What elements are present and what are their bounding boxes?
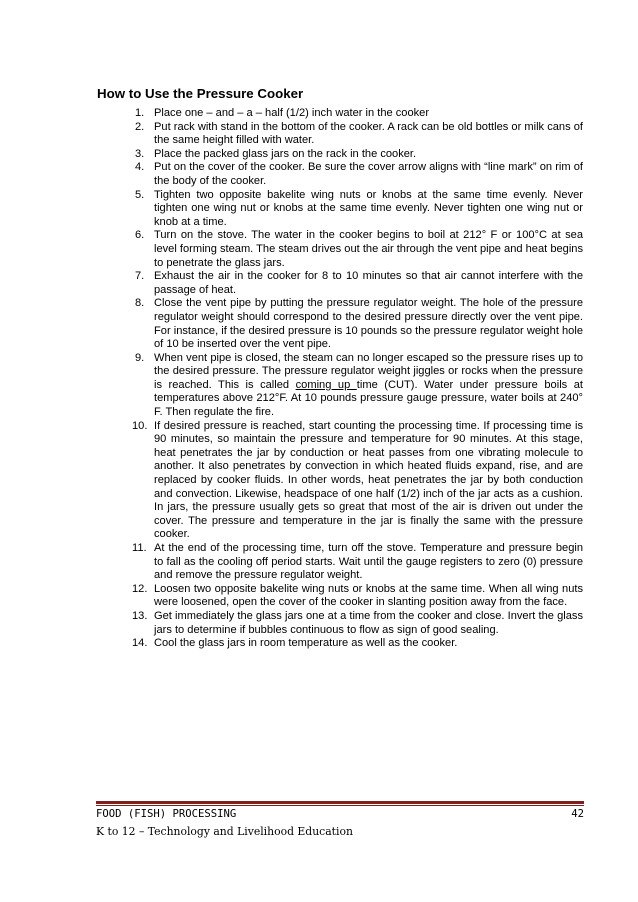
step-text: Place the packed glass jars on the rack in the cooker.: [154, 147, 417, 160]
step-number: 13.: [132, 609, 148, 622]
step-text: At the end of the processing time, turn off the stove. Temperature and pressure begin to fall as the cooling off period starts. Wait until the gauge registers to zero (0) pressure and remove the pressure regulator weight.: [154, 542, 583, 582]
step-number: 8.: [135, 297, 145, 310]
step-number: 12.: [132, 582, 148, 595]
step-number: 7.: [135, 270, 145, 283]
list-item: [110, 542, 583, 583]
step-number: 10.: [132, 419, 148, 432]
step-text: Loosen two opposite bakelite wing nuts or knobs at the same time. When all wing nuts were loosened, open the cover of the cooker in slanting position away from the face.: [154, 582, 583, 609]
list-item: [110, 270, 583, 297]
step-number: 2.: [135, 120, 145, 133]
list-item: [110, 297, 583, 351]
step-text: Close the vent pipe by putting the pressure regulator weight. The hole of the pressure regulator weight should correspond to the desired pressure directly over the vent pipe. For instance, if the desired pressure is 10 pounds so the pressure regulator weight hole of 10 be inserted over the vent pipe.: [154, 297, 583, 351]
list-item: [110, 420, 583, 542]
step-text: Put rack with stand in the bottom of the cooker. A rack can be old bottles or milk cans of the same height filled with water.: [154, 120, 583, 147]
steps-list: [110, 107, 583, 651]
step-text: Turn on the stove. The water in the cooker begins to boil at 212° F or 100°C at sea level forming steam. The steam drives out the air through the vent pipe and heat begins to penetrate the glass jars.: [154, 229, 584, 269]
step-number: 6.: [135, 229, 145, 242]
step-number: 11.: [132, 542, 147, 554]
list-item: [110, 610, 583, 637]
step-number: 3.: [135, 147, 145, 160]
list-item: [110, 107, 583, 121]
list-item: [110, 189, 583, 230]
footer-divider-thin: [96, 805, 584, 806]
step-text-part-b: time (CUT). Water under pressure boils at temperatures above 212°F. At 10 pounds pressure gauge pressure, water boils at 240° F. Then regulate the fire.: [154, 378, 583, 419]
footer-line: [96, 808, 584, 820]
list-item: [110, 583, 583, 610]
step-number: 9.: [135, 351, 145, 364]
section-heading: How to Use the Pressure Cooker: [97, 86, 304, 101]
step-text: Cool the glass jars in room temperature as well as the cooker.: [154, 637, 458, 650]
step-number: 14.: [132, 637, 148, 650]
step-text: Exhaust the air in the cooker for 8 to 10 minutes so that air cannot interfere with the passage of heat.: [154, 270, 583, 296]
list-item: [110, 121, 583, 148]
footer-subtitle: K to 12 – Technology and Livelihood Education: [96, 825, 353, 838]
list-item: [110, 161, 583, 188]
step-text-underlined: coming up: [295, 378, 357, 391]
list-item: [110, 352, 583, 420]
list-item: [110, 637, 583, 651]
list-item: [110, 148, 583, 162]
step-number: 4.: [135, 161, 145, 174]
step-text: Place one – and – a – half (1/2) inch water in the cooker: [154, 107, 430, 119]
step-number: 1.: [135, 107, 145, 119]
footer-divider: [96, 801, 584, 804]
step-text: Tighten two opposite bakelite wing nuts or knobs at the same time evenly. Never tighten one wing nut or knobs at the same time evenly. Never tighten one wing nut or knob at a time.: [154, 188, 583, 228]
list-item: [110, 229, 583, 270]
step-text-part-a: When vent pipe is closed, the steam can no longer escaped so the pressure rises up to the desired pressure. The pressure regulator weight jiggles or rocks when the pressure is reached. This is called: [154, 351, 583, 391]
step-text: Put on the cover of the cooker. Be sure the cover arrow aligns with “line mark” on rim of the body of the cooker.: [154, 161, 583, 187]
footer-title: FOOD (FISH) PROCESSING: [96, 808, 237, 820]
page-number: 42: [571, 808, 584, 820]
step-text: If desired pressure is reached, start counting the processing time. If processing time is 90 minutes, so maintain the pressure and temperature for 90 minutes. At this stage, heat penetrates the jar by conduction or heat passes from one vibrating molecule to another. It also penetrates by convection in which heated fluids expand, rise, and are replaced by cooker fluids. In other words, heat penetrates the jar by both conduction and convection. Likewise, headspace of one half (1/2) inch of the jar acts as a cushion. In jars, the pressure usually gets so great that most of the air is driven out under the cover. The pressure and temperature in the jar is finally the same with the pressure cooker.: [154, 419, 583, 541]
step-number: 5.: [135, 188, 145, 201]
step-text: Get immediately the glass jars one at a time from the cooker and close. Invert the glass jars to determine if bubbles continuous to flow as sign of good sealing.: [154, 609, 583, 636]
